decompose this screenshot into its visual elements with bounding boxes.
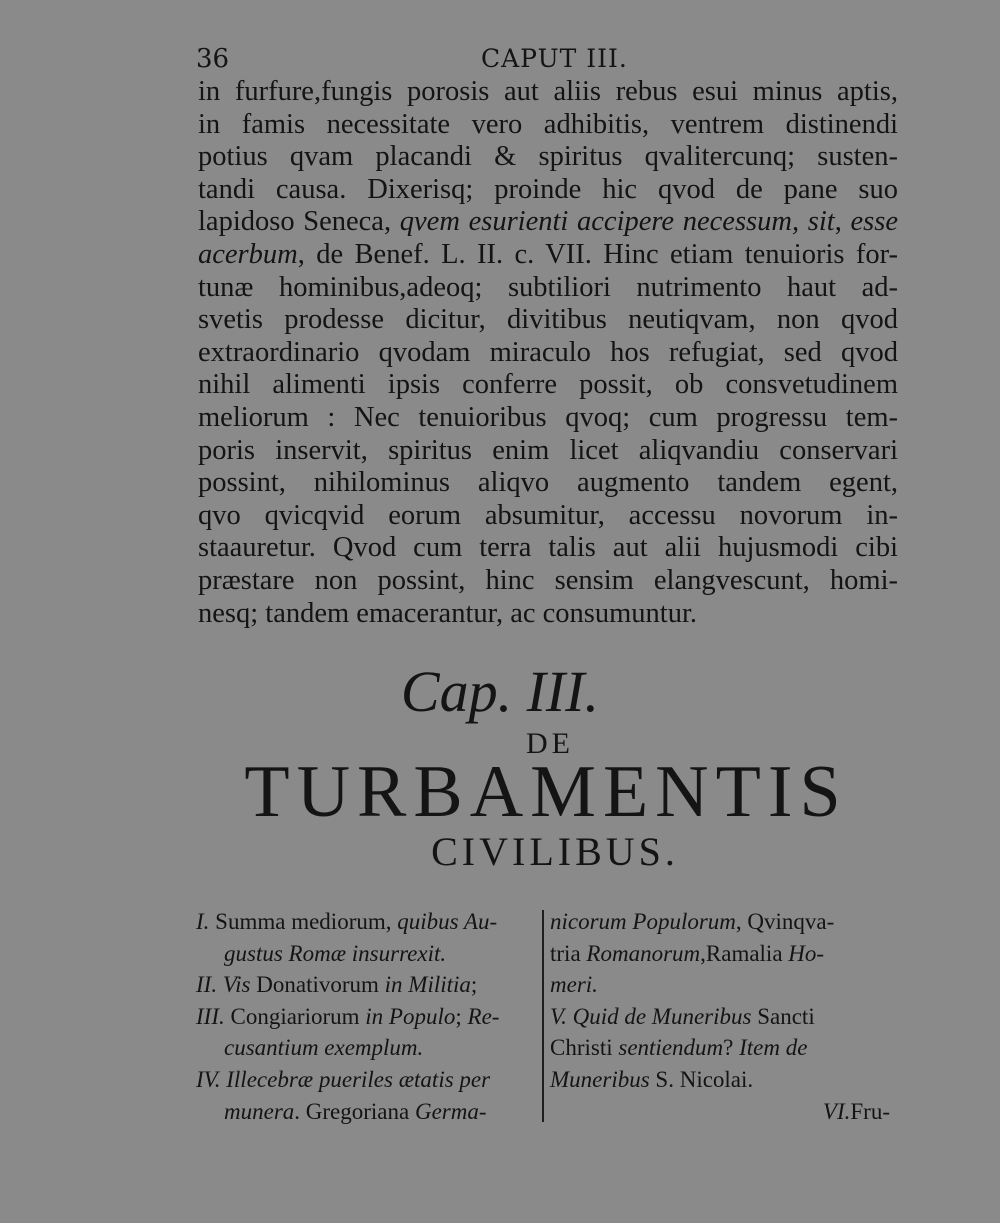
summary-line: nicorum Populorum, Qvinqva-: [550, 909, 835, 934]
summary-line: munera. Gregoriana Germa-: [224, 1098, 487, 1124]
running-head: CAPUT III.: [481, 44, 628, 73]
text-line: extraordinario qvodam miraculo hos refugiat, sed qvod: [198, 336, 898, 368]
text-line: præstare non possint, hinc sensim elangvescunt, homi-: [198, 564, 898, 596]
summary-line: Muneribus S. Nicolai.: [550, 1066, 754, 1092]
text-line: poris inservit, spiritus enim licet aliqvandiu conservari: [198, 434, 898, 466]
section-number: I.: [196, 909, 210, 934]
chapter-summary: [196, 906, 896, 1126]
text-line: acerbum, de Benef. L. II. c. VII. Hinc etiam tenuioris for-: [198, 238, 898, 270]
text-line: qvo qvicqvid eorum absumitur, accessu novorum in-: [198, 499, 898, 531]
chapter-de: DE: [526, 727, 574, 760]
quotation: qvem esurienti accipere necessum, sit: [399, 206, 835, 238]
text-line: lapidoso Seneca, qvem esurienti accipere necessum, sit, esse: [198, 206, 899, 238]
text-line: tunæ hominibus,adeoq; subtiliori nutrimento haut ad-: [198, 271, 898, 303]
text-line: nesq; tandem emacerantur, ac consumuntur.: [198, 597, 698, 629]
text-line: in furfure,fungis porosis aut aliis rebus esui minus aptis,: [198, 76, 898, 107]
section-number: V.: [550, 1003, 567, 1029]
column-divider: [542, 910, 544, 1122]
chapter-title: TURBAMENTIS: [244, 751, 848, 833]
body-text: [198, 76, 898, 630]
summary-line: V. Quid de Muneribus Sancti: [550, 1003, 815, 1029]
section-number: III.: [196, 1003, 225, 1029]
section-number: II.: [196, 972, 218, 998]
text-line: svetis prodesse dicitur, divitibus neutiqvam, non qvod: [198, 304, 898, 336]
text-line: in famis necessitate vero adhibitis, ventrem distinendi: [198, 108, 898, 140]
text-line: staauretur. Qvod cum terra talis aut alii hujusmodi cibi: [198, 532, 898, 564]
summary-right-column: [550, 906, 890, 1127]
summary-line: IV. Illecebræ pueriles ætatis per: [196, 1066, 491, 1092]
summary-line: Christi sentiendum? Item de: [550, 1035, 808, 1061]
summary-line: cusantium exemplum.: [224, 1035, 424, 1061]
catchword-line: VI.Fru-: [822, 1098, 890, 1124]
summary-left-column: [196, 906, 538, 1127]
chapter-subtitle: CIVILIBUS.: [431, 829, 679, 874]
summary-line: III. Congiariorum in Populo; Re-: [196, 1003, 500, 1029]
summary-line: gustus Romæ insurrexit.: [224, 940, 447, 966]
summary-line: I. Summa mediorum, quibus Au-: [196, 909, 498, 934]
page-number: 36: [196, 44, 230, 74]
text-line: possint, nihilominus aliqvo augmento tandem egent,: [198, 467, 898, 499]
text-line: tandi causa. Dixerisq; proinde hic qvod de pane suo: [198, 173, 898, 205]
chapter-label: Cap. III.: [400, 659, 600, 724]
text-line: meliorum : Nec tenuioribus qvoq; cum progressu tem-: [198, 401, 898, 433]
section-number: VI.: [822, 1098, 851, 1124]
text-line: nihil alimenti ipsis conferre possit, ob consvetudinem: [198, 369, 898, 401]
summary-line: tria Romanorum,Ramalia Ho-: [550, 940, 825, 966]
summary-line: meri.: [550, 972, 598, 998]
page-header: [196, 44, 896, 78]
summary-line: II. Vis Donativorum in Militia;: [196, 972, 478, 998]
section-number: IV.: [196, 1066, 221, 1092]
text-line: potius qvam placandi & spiritus qvalitercunq; susten-: [198, 141, 898, 173]
